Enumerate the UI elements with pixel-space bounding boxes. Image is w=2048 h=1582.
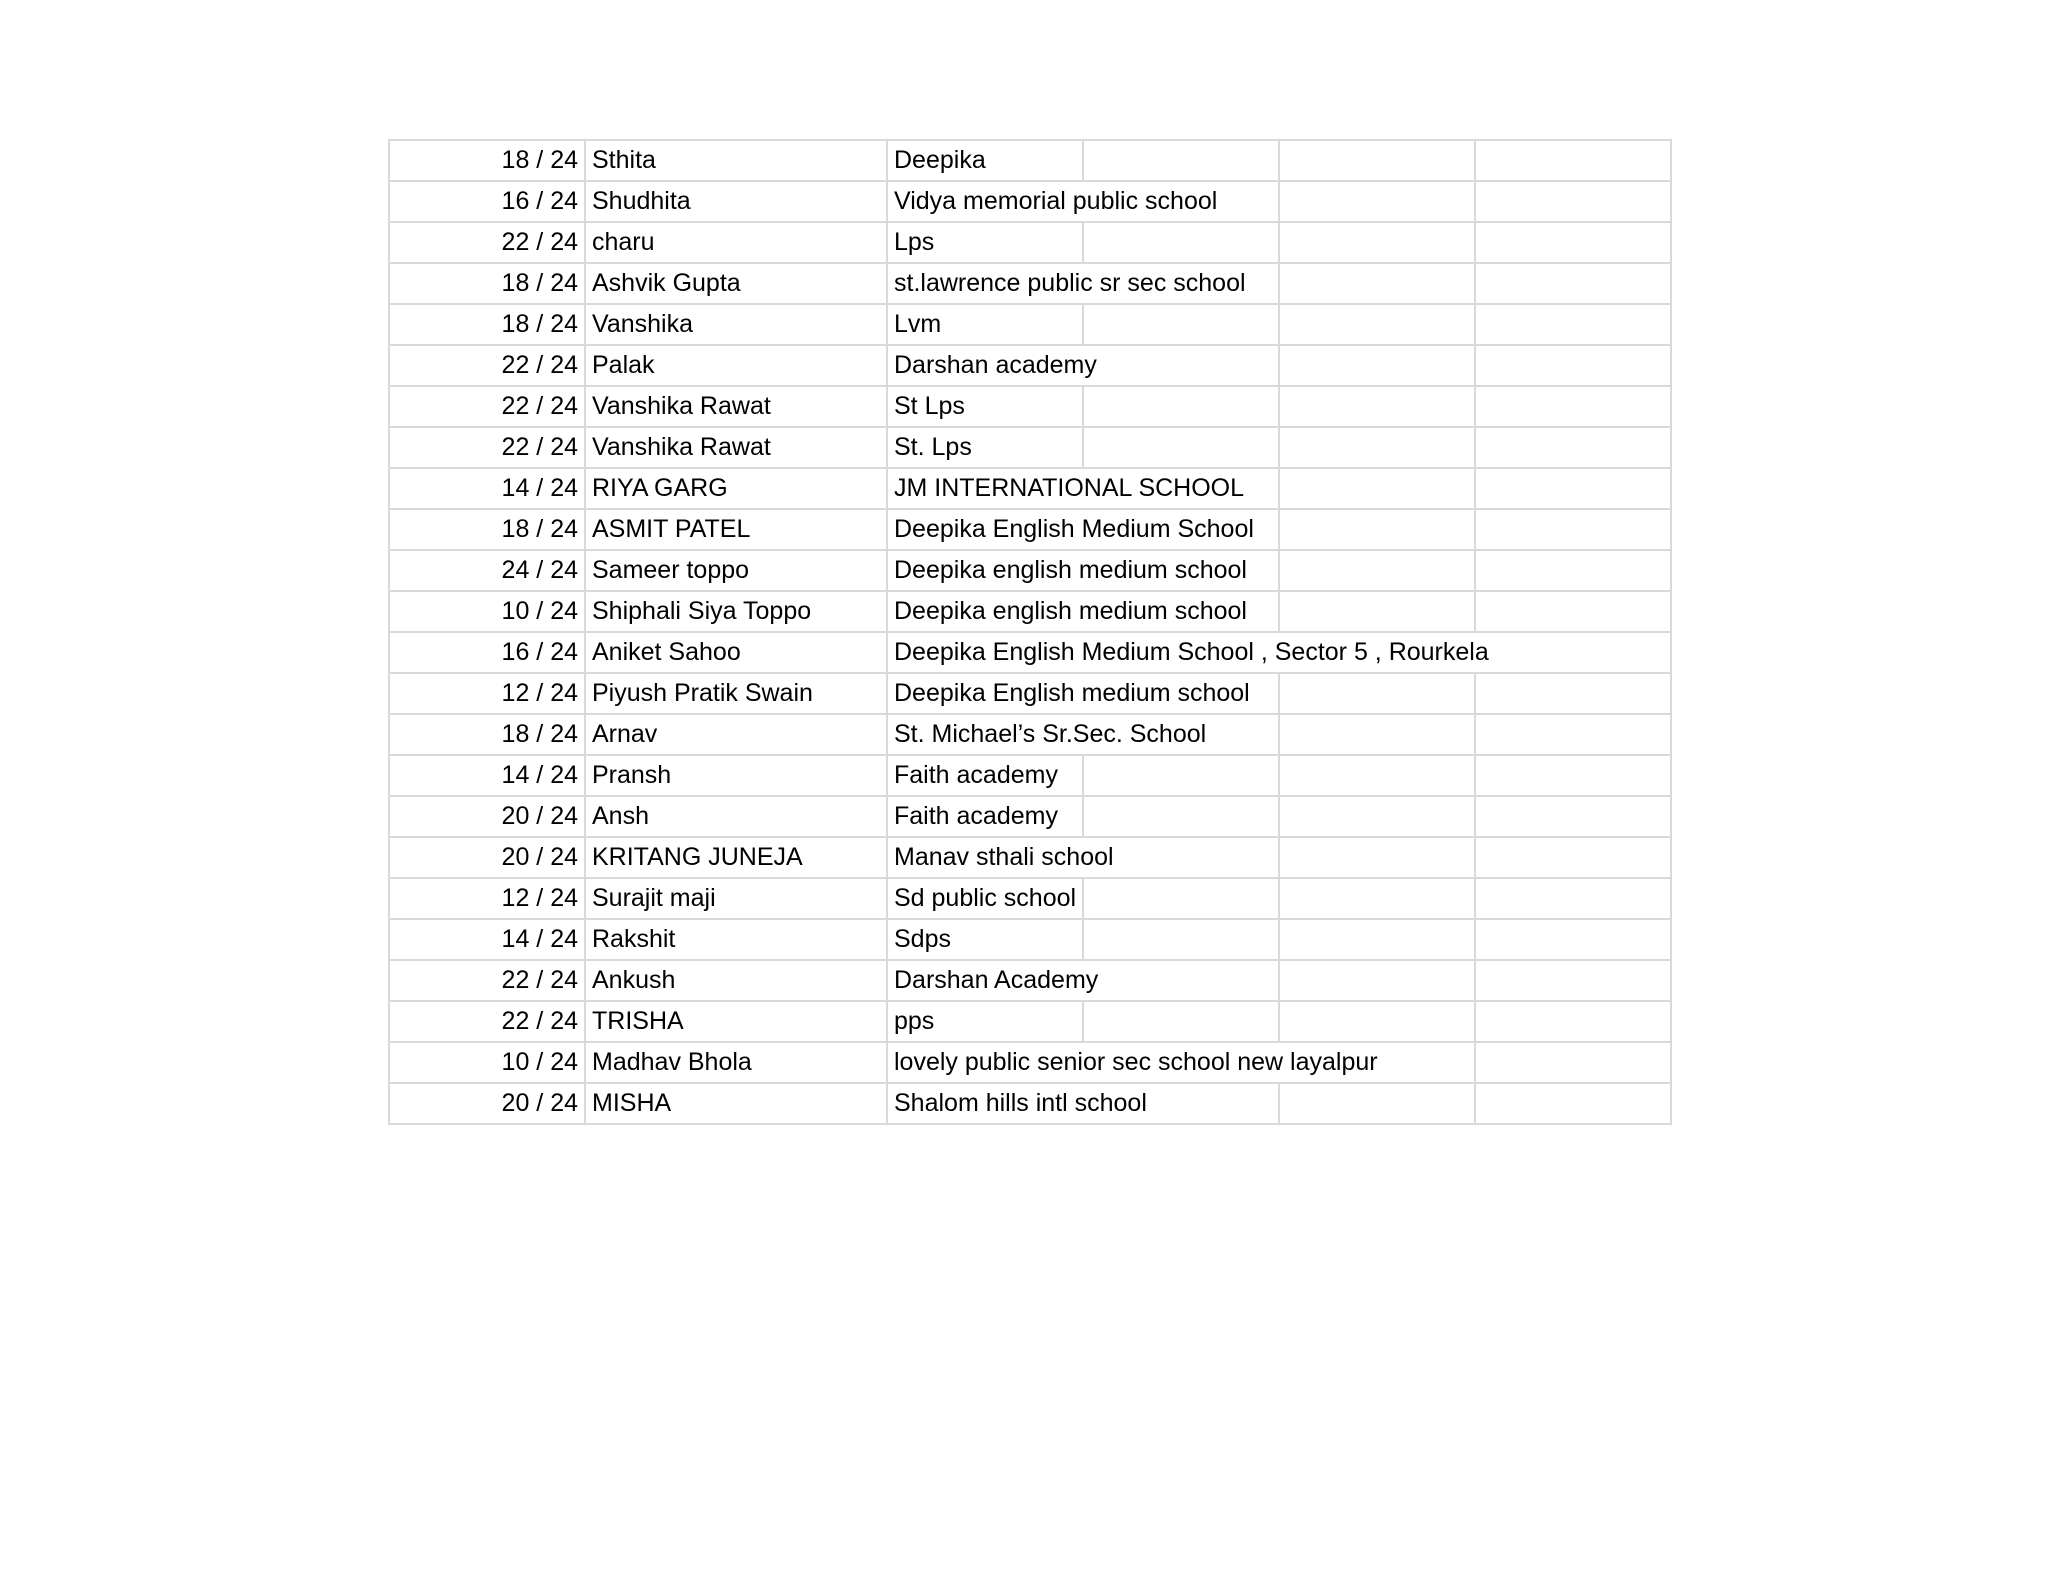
school-cell[interactable]: Faith academy — [887, 755, 1083, 796]
empty-cell[interactable] — [1475, 673, 1671, 714]
school-cell[interactable]: Deepika English Medium School , Sector 5 , Rourkela — [887, 632, 1671, 673]
table-row — [389, 509, 1671, 550]
score-cell[interactable]: 10 / 24 — [389, 1042, 585, 1083]
school-cell[interactable]: Faith academy — [887, 796, 1083, 837]
empty-cell[interactable] — [1475, 550, 1671, 591]
empty-cell[interactable] — [1475, 960, 1671, 1001]
empty-cell[interactable] — [1475, 263, 1671, 304]
name-cell[interactable]: Madhav Bhola — [585, 1042, 887, 1083]
empty-cell[interactable] — [1475, 140, 1671, 181]
empty-cell[interactable] — [1279, 263, 1475, 304]
empty-cell[interactable] — [1279, 386, 1475, 427]
empty-cell[interactable] — [1475, 878, 1671, 919]
school-cell[interactable]: Sd public school — [887, 878, 1083, 919]
empty-cell[interactable] — [1083, 796, 1279, 837]
school-cell[interactable]: St Lps — [887, 386, 1083, 427]
empty-cell[interactable] — [1279, 304, 1475, 345]
empty-cell[interactable] — [1475, 796, 1671, 837]
table-row — [389, 263, 1671, 304]
school-cell[interactable]: Deepika English medium school — [887, 673, 1279, 714]
empty-cell[interactable] — [1475, 509, 1671, 550]
table-row — [389, 427, 1671, 468]
name-cell[interactable]: Vanshika Rawat — [585, 427, 887, 468]
empty-cell[interactable] — [1279, 796, 1475, 837]
empty-cell[interactable] — [1279, 960, 1475, 1001]
name-cell[interactable]: Aniket Sahoo — [585, 632, 887, 673]
empty-cell[interactable] — [1475, 714, 1671, 755]
empty-cell[interactable] — [1279, 427, 1475, 468]
name-cell[interactable]: Palak — [585, 345, 887, 386]
school-cell[interactable]: Deepika — [887, 140, 1083, 181]
school-cell[interactable]: Shalom hills intl school — [887, 1083, 1279, 1124]
name-cell[interactable]: Piyush Pratik Swain — [585, 673, 887, 714]
school-cell[interactable]: JM INTERNATIONAL SCHOOL — [887, 468, 1279, 509]
school-cell[interactable]: St. Michael’s Sr.Sec. School — [887, 714, 1279, 755]
empty-cell[interactable] — [1475, 591, 1671, 632]
empty-cell[interactable] — [1083, 427, 1279, 468]
school-cell[interactable]: Lps — [887, 222, 1083, 263]
school-cell[interactable]: Darshan Academy — [887, 960, 1279, 1001]
empty-cell[interactable] — [1475, 1083, 1671, 1124]
empty-cell[interactable] — [1279, 837, 1475, 878]
empty-cell[interactable] — [1279, 755, 1475, 796]
empty-cell[interactable] — [1475, 304, 1671, 345]
score-cell[interactable]: 18 / 24 — [389, 140, 585, 181]
table-row — [389, 386, 1671, 427]
name-cell[interactable]: Ankush — [585, 960, 887, 1001]
score-cell[interactable]: 18 / 24 — [389, 263, 585, 304]
name-cell[interactable]: Rakshit — [585, 919, 887, 960]
score-cell[interactable]: 20 / 24 — [389, 1083, 585, 1124]
name-cell[interactable]: TRISHA — [585, 1001, 887, 1042]
empty-cell[interactable] — [1475, 181, 1671, 222]
name-cell[interactable]: MISHA — [585, 1083, 887, 1124]
score-cell[interactable]: 22 / 24 — [389, 222, 585, 263]
name-cell[interactable]: Vanshika — [585, 304, 887, 345]
empty-cell[interactable] — [1279, 919, 1475, 960]
empty-cell[interactable] — [1279, 345, 1475, 386]
name-cell[interactable]: Pransh — [585, 755, 887, 796]
score-cell[interactable]: 20 / 24 — [389, 796, 585, 837]
empty-cell[interactable] — [1475, 1001, 1671, 1042]
school-cell[interactable]: Deepika English Medium School — [887, 509, 1279, 550]
empty-cell[interactable] — [1083, 878, 1279, 919]
table-row — [389, 878, 1671, 919]
score-cell[interactable]: 24 / 24 — [389, 550, 585, 591]
empty-cell[interactable] — [1279, 878, 1475, 919]
table-row — [389, 796, 1671, 837]
score-cell[interactable]: 14 / 24 — [389, 919, 585, 960]
school-cell[interactable]: st.lawrence public sr sec school — [887, 263, 1279, 304]
table-row — [389, 960, 1671, 1001]
empty-cell[interactable] — [1475, 468, 1671, 509]
score-cell[interactable]: 14 / 24 — [389, 468, 585, 509]
name-cell[interactable]: Sameer toppo — [585, 550, 887, 591]
name-cell[interactable]: Arnav — [585, 714, 887, 755]
empty-cell[interactable] — [1475, 345, 1671, 386]
name-cell[interactable]: Sthita — [585, 140, 887, 181]
table-row — [389, 1001, 1671, 1042]
empty-cell[interactable] — [1475, 755, 1671, 796]
score-cell[interactable]: 12 / 24 — [389, 878, 585, 919]
score-cell[interactable]: 16 / 24 — [389, 181, 585, 222]
table-row — [389, 755, 1671, 796]
spreadsheet-table — [388, 139, 1672, 1125]
table-row — [389, 222, 1671, 263]
empty-cell[interactable] — [1279, 591, 1475, 632]
table-row — [389, 919, 1671, 960]
empty-cell[interactable] — [1475, 919, 1671, 960]
school-cell[interactable]: Darshan academy — [887, 345, 1279, 386]
score-cell[interactable]: 14 / 24 — [389, 755, 585, 796]
table-body — [389, 140, 1671, 1124]
table-row — [389, 1042, 1671, 1083]
table-row — [389, 591, 1671, 632]
empty-cell[interactable] — [1279, 1001, 1475, 1042]
name-cell[interactable]: Vanshika Rawat — [585, 386, 887, 427]
score-cell[interactable]: 18 / 24 — [389, 509, 585, 550]
score-cell[interactable]: 22 / 24 — [389, 345, 585, 386]
table-row — [389, 714, 1671, 755]
school-cell[interactable]: Deepika english medium school — [887, 591, 1279, 632]
empty-cell[interactable] — [1279, 222, 1475, 263]
empty-cell[interactable] — [1279, 468, 1475, 509]
table-row — [389, 632, 1671, 673]
empty-cell[interactable] — [1279, 673, 1475, 714]
name-cell[interactable]: RIYA GARG — [585, 468, 887, 509]
score-cell[interactable]: 22 / 24 — [389, 427, 585, 468]
empty-cell[interactable] — [1279, 181, 1475, 222]
school-cell[interactable]: lovely public senior sec school new layalpur — [887, 1042, 1475, 1083]
name-cell[interactable]: Ansh — [585, 796, 887, 837]
name-cell[interactable]: Ashvik Gupta — [585, 263, 887, 304]
empty-cell[interactable] — [1083, 222, 1279, 263]
empty-cell[interactable] — [1475, 222, 1671, 263]
empty-cell[interactable] — [1083, 919, 1279, 960]
name-cell[interactable]: KRITANG JUNEJA — [585, 837, 887, 878]
empty-cell[interactable] — [1083, 386, 1279, 427]
empty-cell[interactable] — [1475, 1042, 1671, 1083]
school-cell[interactable]: Vidya memorial public school — [887, 181, 1279, 222]
school-cell[interactable]: St. Lps — [887, 427, 1083, 468]
school-cell[interactable]: Manav sthali school — [887, 837, 1279, 878]
table-row — [389, 673, 1671, 714]
name-cell[interactable]: ASMIT PATEL — [585, 509, 887, 550]
empty-cell[interactable] — [1475, 427, 1671, 468]
name-cell[interactable]: Shudhita — [585, 181, 887, 222]
score-cell[interactable]: 10 / 24 — [389, 591, 585, 632]
school-cell[interactable]: pps — [887, 1001, 1083, 1042]
score-cell[interactable]: 16 / 24 — [389, 632, 585, 673]
empty-cell[interactable] — [1083, 755, 1279, 796]
score-cell[interactable]: 18 / 24 — [389, 304, 585, 345]
school-cell[interactable]: Sdps — [887, 919, 1083, 960]
name-cell[interactable]: charu — [585, 222, 887, 263]
score-cell[interactable]: 22 / 24 — [389, 1001, 585, 1042]
name-cell[interactable]: Shiphali Siya Toppo — [585, 591, 887, 632]
empty-cell[interactable] — [1279, 509, 1475, 550]
table-row — [389, 304, 1671, 345]
table-row — [389, 468, 1671, 509]
table-row — [389, 345, 1671, 386]
empty-cell[interactable] — [1279, 714, 1475, 755]
empty-cell[interactable] — [1083, 304, 1279, 345]
table-row — [389, 140, 1671, 181]
score-cell[interactable]: 22 / 24 — [389, 960, 585, 1001]
score-cell[interactable]: 20 / 24 — [389, 837, 585, 878]
table-row — [389, 181, 1671, 222]
empty-cell[interactable] — [1279, 140, 1475, 181]
table-row — [389, 837, 1671, 878]
score-cell[interactable]: 22 / 24 — [389, 386, 585, 427]
name-cell[interactable]: Surajit maji — [585, 878, 887, 919]
empty-cell[interactable] — [1083, 140, 1279, 181]
table-row — [389, 550, 1671, 591]
empty-cell[interactable] — [1279, 1083, 1475, 1124]
score-cell[interactable]: 18 / 24 — [389, 714, 585, 755]
score-cell[interactable]: 12 / 24 — [389, 673, 585, 714]
empty-cell[interactable] — [1475, 386, 1671, 427]
school-cell[interactable]: Deepika english medium school — [887, 550, 1279, 591]
school-cell[interactable]: Lvm — [887, 304, 1083, 345]
empty-cell[interactable] — [1475, 837, 1671, 878]
empty-cell[interactable] — [1279, 550, 1475, 591]
empty-cell[interactable] — [1083, 1001, 1279, 1042]
table-row — [389, 1083, 1671, 1124]
